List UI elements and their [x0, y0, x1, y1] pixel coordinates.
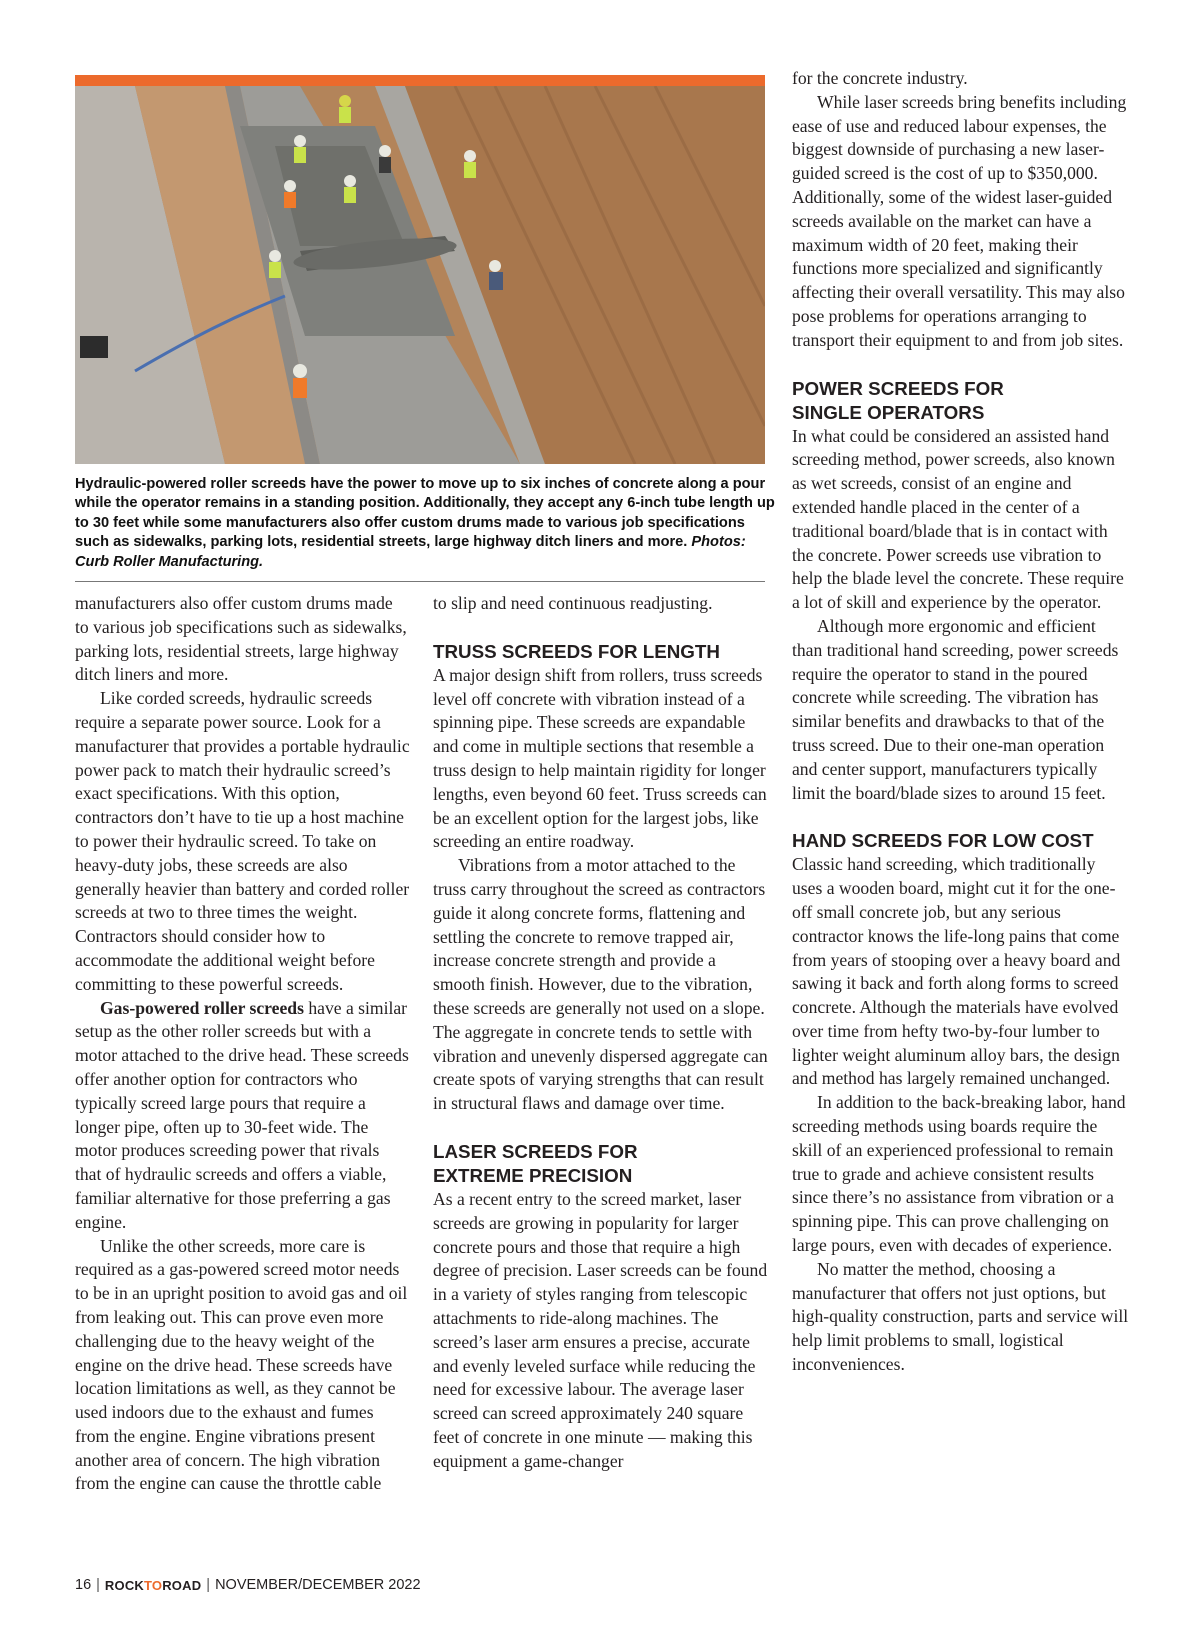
- heading-line: SINGLE OPERATORS: [792, 401, 985, 423]
- caption-credit: Photos: Curb Roller Manufacturing.: [75, 534, 746, 570]
- section-heading-laser: [433, 1140, 768, 1188]
- section-heading-hand: HAND SCREEDS FOR LOW COST: [792, 830, 1094, 852]
- bold-lead: Gas-powered roller screeds: [100, 997, 304, 1018]
- page-footer: 16 | ROCKTOROAD | NOVEMBER/DECEMBER 2022: [75, 1577, 421, 1593]
- paragraph: Classic hand screeding, which traditionally uses a wooden board, might cut it for the one-off small concrete job, but any serious contractor knows the life-long pains that come from years of stooping over a heavy board and sawing it back and forth along forms to screed concrete. Although the materials have evolved over time from hefty two-by-four lumber to lighter weight aluminum alloy bars, the design and method has largely remained unchanged.: [792, 854, 1121, 1089]
- paragraph-text: have a similar setup as the other roller screeds but with a motor attached to the drive head. These screeds offer another option for contractors who typically screed large pours that require a longer pipe, often up to 30-feet wide. The motor produces screeding power that rivals that of hydraulic screeds and offers a viable, familiar alternative for those preferring a gas engine.: [75, 997, 409, 1232]
- column-3: [792, 67, 1130, 1377]
- photo-caption: [75, 475, 775, 572]
- photo-illustration: [75, 86, 765, 464]
- page-number: 16: [75, 1577, 92, 1593]
- paragraph: While laser screeds bring benefits including ease of use and reduced labour expenses, the biggest downside of purchasing a new laser-guided screed is the cost of up to $350,000. Additionally, some of the widest laser-guided screeds available on the market can have a maximum width of 20 feet, making their functions more specialized and significantly affecting their overall versatility. This may also pose problems for operations arranging to transport their equipment to and from job sites.: [792, 91, 1127, 350]
- paragraph: A major design shift from rollers, truss screeds level off concrete with vibration instead of a spinning pipe. These screeds are expandable and come in multiple sections that resemble a truss design to help maintain rigidity for longer lengths, even beyond 60 feet. Truss screeds can be an excellent option for the largest jobs, like screeding an entire roadway.: [433, 664, 767, 852]
- caption-text: Hydraulic-powered roller screeds have the power to move up to six inches of concrete along a pour while the operator remains in a standing position. Additionally, they accept any 6-inch tube length up to 30 feet while some manufacturers also offer custom drums made to various job specifications such as sidewalks, parking lots, residential streets, large highway ditch liners and more.: [75, 476, 775, 551]
- paragraph: to slip and need continuous readjusting.: [433, 593, 713, 613]
- accent-bar: [75, 75, 765, 86]
- logo-part: ROAD: [162, 1577, 202, 1593]
- section-heading-power: [792, 377, 1130, 425]
- logo-part: ROCK: [104, 1577, 144, 1593]
- heading-line: EXTREME PRECISION: [433, 1164, 633, 1186]
- paragraph: manufacturers also offer custom drums made to various job specifications such as sidewalks, parking lots, residential streets, large highway ditch liners and more.: [75, 593, 407, 685]
- caption-divider: [75, 581, 765, 582]
- paragraph: Unlike the other screeds, more care is required as a gas-powered screed motor needs to be in an upright position to avoid gas and oil from leaking out. This can prove even more challenging due to the heavy weight of the engine on the drive head. These screeds have location limitations as well, as they cannot be used indoors due to the exhaust and fumes from the engine. Engine vibrations present another area of concern. The high vibration from the engine can cause the throttle cable: [75, 1235, 408, 1494]
- paragraph: Although more ergonomic and efficient than traditional hand screeding, power screeds require the operator to stand in the poured concrete while screeding. The vibration has similar benefits and drawbacks to that of the truss screed. Due to their one-man operation and center support, manufacturers typically limit the board/blade sizes to around 15 feet.: [792, 615, 1119, 803]
- paragraph: In what could be considered an assisted hand screeding method, power screeds, also known as wet screeds, consist of an engine and extended handle placed in the center of a traditional board/blade that is in contact with the concrete. Power screeds use vibration to help the blade level the concrete. These require a lot of skill and experience by the operator.: [792, 425, 1124, 613]
- heading-line: POWER SCREEDS FOR: [792, 377, 1004, 399]
- paragraph: As a recent entry to the screed market, laser screeds are growing in popularity for larger concrete pours and those that require a high degree of precision. Laser screeds can be found in a variety of styles ranging from telescopic attachments to ride-along machines. The screed’s laser arm ensures a precise, accurate and evenly leveled surface while reducing the need for excessive labour. The average laser screed can screed approximately 240 square feet of concrete in one minute — making this equipment a game-changer: [433, 1188, 768, 1471]
- paragraph: [75, 997, 410, 1235]
- article-photo: [75, 86, 765, 464]
- magazine-logo: [105, 1578, 201, 1593]
- paragraph: In addition to the back-breaking labor, hand screeding methods using boards require the skill of an experienced professional to remain true to grade and achieve consistent results since there’s no assistance from vibration or a spinning pipe. This can prove challenging on large pours, even with decades of experience.: [792, 1092, 1126, 1256]
- paragraph: for the concrete industry.: [792, 68, 968, 88]
- column-2: [433, 592, 768, 1474]
- paragraph: No matter the method, choosing a manufacturer that offers not just options, but high-quality construction, parts and service will help limit problems to small, logistical inconveniences.: [792, 1258, 1129, 1375]
- paragraph: Like corded screeds, hydraulic screeds require a separate power source. Look for a manufacturer that provides a portable hydraulic power pack to match their hydraulic screed’s exact specifications. With this option, contractors don’t have to tie up a host machine to power their hydraulic screed. To take on heavy-duty jobs, these screeds are also generally heavier than battery and corded roller screeds at two to three times the weight. Contractors should consider how to accommodate the additional weight before committing to these powerful screeds.: [75, 688, 410, 994]
- heading-line: LASER SCREEDS FOR: [433, 1140, 638, 1162]
- section-heading-truss: TRUSS SCREEDS FOR LENGTH: [433, 640, 720, 662]
- paragraph: Vibrations from a motor attached to the truss carry throughout the screed as contractors guide it along concrete forms, flattening and settling the concrete to remove trapped air, increase concrete strength and provide a smooth finish. However, due to the vibration, these screeds are generally not used on a slope. The aggregate in concrete tends to settle with vibration and unevenly dispersed aggregate can create spots of varying strengths that can result in structural flaws and damage over time.: [433, 855, 768, 1114]
- logo-part: TO: [144, 1577, 163, 1593]
- column-1: [75, 592, 410, 1496]
- issue-date: NOVEMBER/DECEMBER 2022: [215, 1577, 421, 1593]
